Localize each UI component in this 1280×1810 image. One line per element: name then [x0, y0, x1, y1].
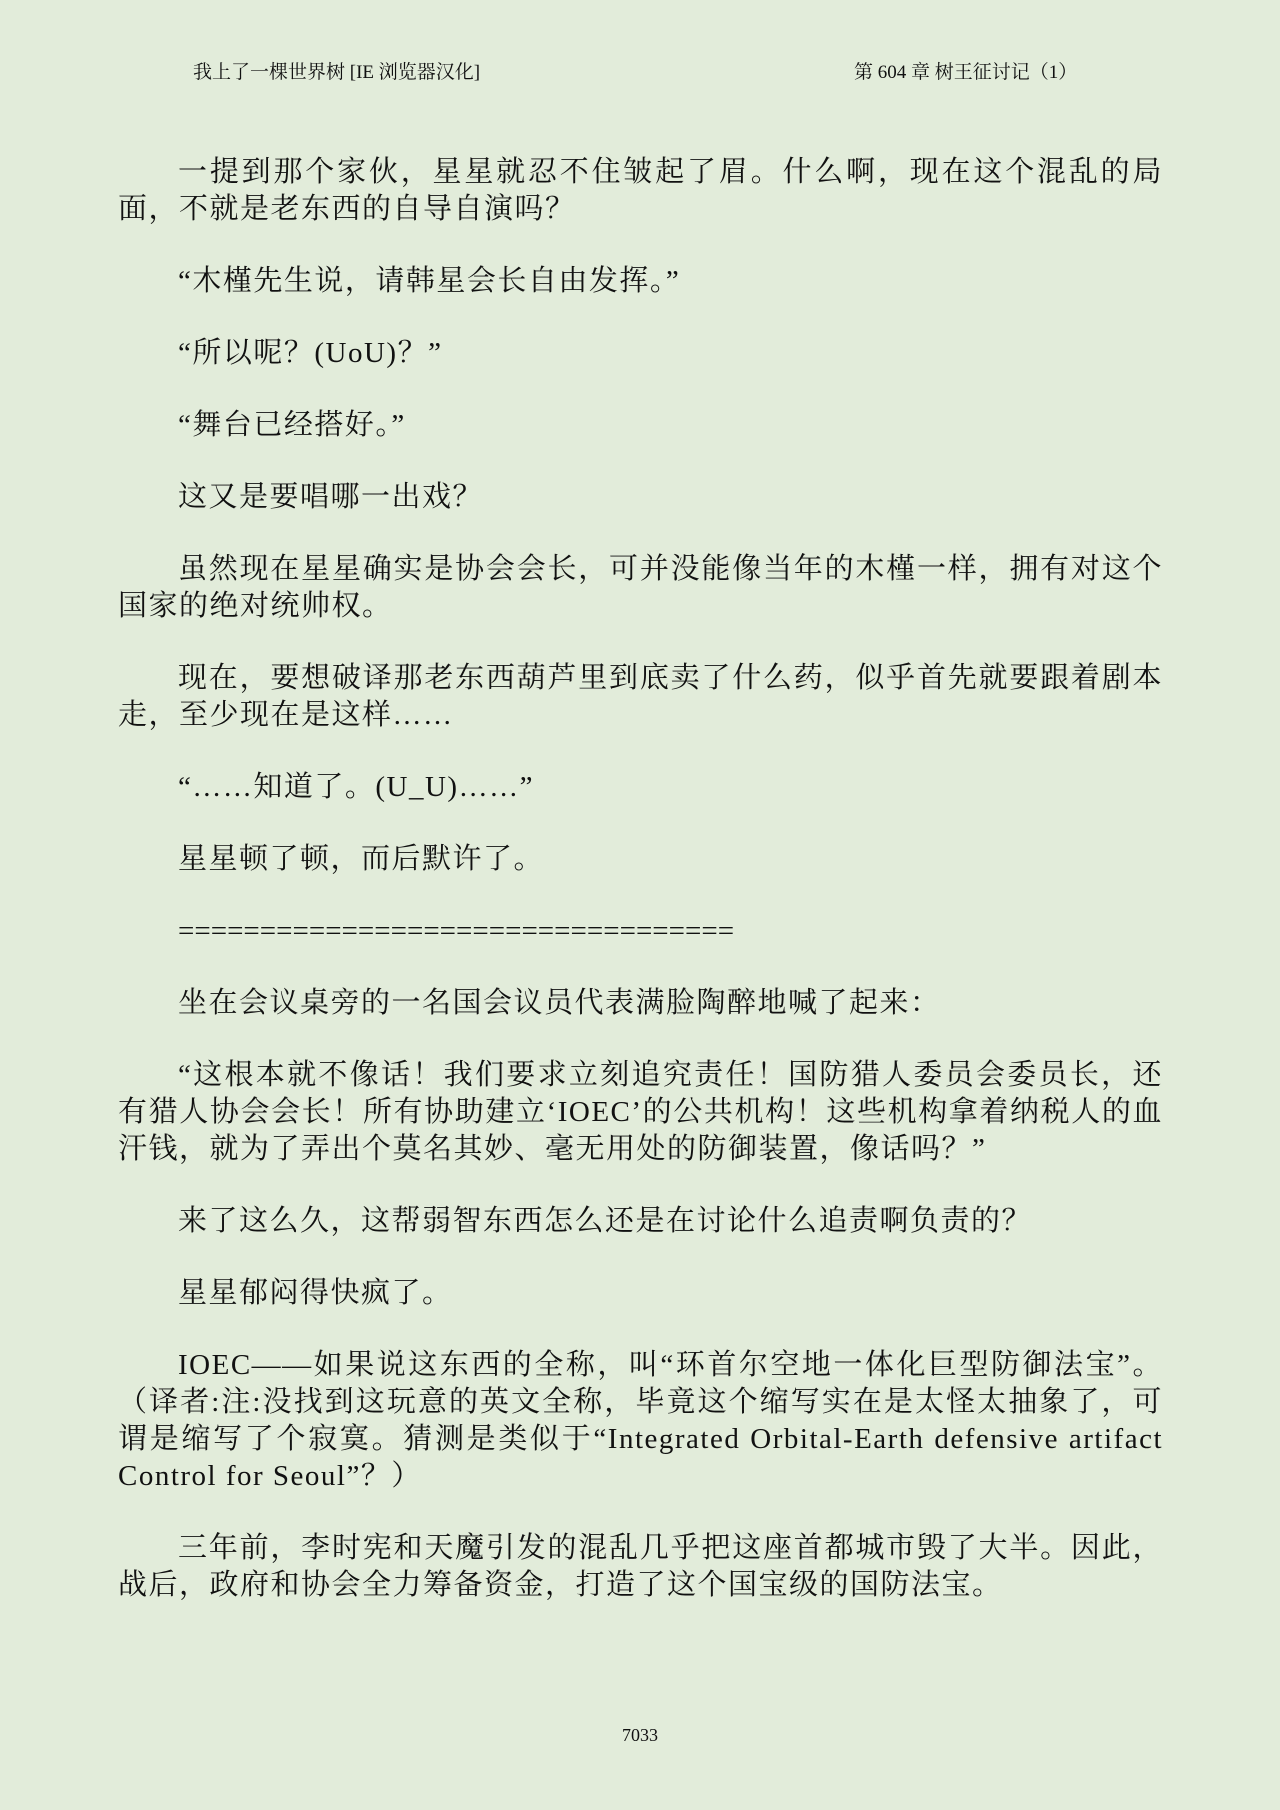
header-chapter-title: 第 604 章 树王征讨记（1） — [854, 62, 1078, 83]
page-number: 7033 — [622, 1725, 658, 1745]
paragraph: “……知道了。(U_U)……” — [178, 771, 534, 803]
paragraph: “所以呢？(UoU)？” — [178, 337, 443, 369]
paragraph: 来了这么久，这帮弱智东西怎么还是在讨论什么追责啊负责的？ — [178, 1205, 1033, 1237]
paragraph: 一提到那个家伙，星星就忍不住皱起了眉。什么啊，现在这个混乱的局面，不就是老东西的自导自演吗？ — [118, 156, 1163, 225]
paragraph: 坐在会议桌旁的一名国会议员代表满脸陶醉地喊了起来： — [178, 987, 941, 1019]
paragraph: 这又是要唱哪一出戏？ — [178, 481, 484, 513]
paragraph: 三年前，李时宪和天魔引发的混乱几乎把这座首都城市毁了大半。因此，战后，政府和协会全力筹备资金，打造了这个国宝级的国防法宝。 — [118, 1532, 1163, 1601]
paragraph: 星星郁闷得快疯了。 — [178, 1277, 453, 1309]
paragraph: IOEC——如果说这东西的全称，叫“环首尔空地一体化巨型防御法宝”。（译者:注:没找到这玩意的英文全称，毕竟这个缩写实在是太怪太抽象了，可谓是缩写了个寂寞。猜测是类似于“Integrated Orbital-Earth defensive artifact Control for Seoul”？） — [118, 1349, 1163, 1492]
paragraph: “舞台已经搭好。” — [178, 409, 406, 441]
header-book-title: 我上了一棵世界树 [IE 浏览器汉化] — [193, 62, 481, 83]
page-body — [118, 154, 1163, 1639]
section-separator: ================================== — [178, 915, 735, 947]
paragraph: 星星顿了顿，而后默许了。 — [178, 843, 545, 875]
paragraph: “木槿先生说，请韩星会长自由发挥。” — [178, 265, 681, 297]
paragraph: “这根本就不像话！我们要求立刻追究责任！国防猎人委员会委员长，还有猎人协会会长！所有协助建立‘IOEC’的公共机构！这些机构拿着纳税人的血汗钱，就为了弄出个莫名其妙、毫无用处的防御装置，像话吗？” — [118, 1059, 1163, 1165]
paragraph: 虽然现在星星确实是协会会长，可并没能像当年的木槿一样，拥有对这个国家的绝对统帅权。 — [118, 553, 1163, 622]
paragraph: 现在，要想破译那老东西葫芦里到底卖了什么药，似乎首先就要跟着剧本走，至少现在是这样…… — [118, 662, 1163, 731]
